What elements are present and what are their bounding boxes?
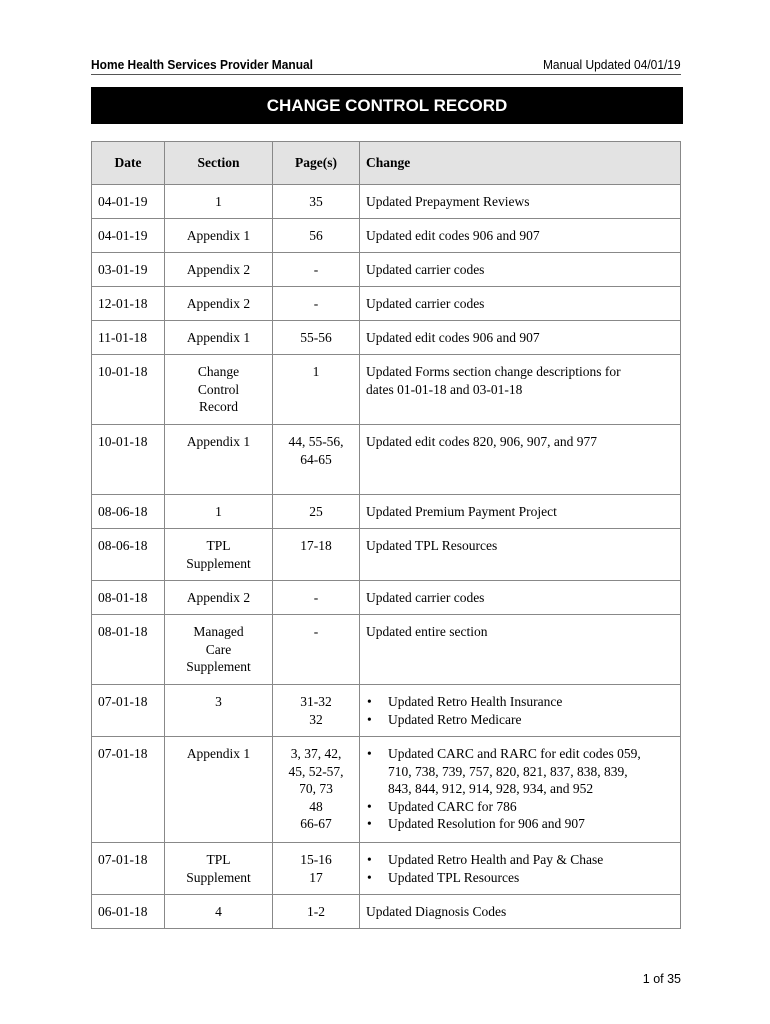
change-bullet-item (388, 711, 674, 729)
change-line: Updated Prepayment Reviews (366, 194, 530, 209)
pages-line: 1-2 (307, 904, 325, 919)
pages-line: 66-67 (300, 816, 332, 831)
table-row (92, 355, 681, 425)
cell-date: 04-01-19 (92, 219, 165, 253)
pages-line: - (313, 624, 319, 639)
cell-pages (273, 685, 360, 737)
cell-date: 08-01-18 (92, 581, 165, 615)
change-line: Updated Forms section change descriptions for (366, 364, 621, 379)
table-row (92, 843, 681, 895)
cell-section (165, 843, 273, 895)
cell-date: 10-01-18 (92, 355, 165, 425)
cell-section (165, 529, 273, 581)
cell-change (360, 321, 681, 355)
section-line: Care (205, 641, 232, 657)
section-line: Appendix 1 (186, 434, 251, 449)
table-row (92, 615, 681, 685)
cell-section (165, 495, 273, 529)
change-line: 710, 738, 739, 757, 820, 821, 837, 838, 839, (388, 763, 628, 779)
cell-change (360, 737, 681, 843)
table-row (92, 425, 681, 495)
change-control-table (91, 141, 681, 929)
change-line: 843, 844, 912, 914, 928, 934, and 952 (388, 781, 594, 796)
table-row (92, 737, 681, 843)
pages-line: 44, 55-56, (288, 434, 344, 449)
change-bullet-item (388, 745, 674, 798)
pages-line: 56 (309, 228, 323, 243)
cell-pages (273, 529, 360, 581)
page-number: 1 of 35 (642, 972, 681, 986)
cell-change (360, 529, 681, 581)
pages-line: 35 (309, 194, 323, 209)
pages-line: 45, 52-57, (288, 763, 344, 779)
cell-pages (273, 895, 360, 929)
table-row (92, 253, 681, 287)
cell-pages (273, 425, 360, 495)
pages-line: 1 (312, 364, 320, 379)
change-line: • Updated CARC for 786 (388, 798, 517, 814)
section-line: Appendix 2 (186, 262, 251, 277)
change-bullet-item (388, 815, 674, 833)
table-row (92, 287, 681, 321)
change-bullet-item (388, 869, 674, 887)
cell-change (360, 495, 681, 529)
column-header-pages: Page(s) (273, 142, 360, 185)
cell-section (165, 253, 273, 287)
pages-line: - (313, 262, 319, 277)
pages-line: 70, 73 (299, 781, 333, 796)
change-bullet-list (366, 745, 674, 833)
cell-change (360, 253, 681, 287)
change-line: Updated edit codes 906 and 907 (366, 228, 540, 243)
column-header-date: Date (92, 142, 165, 185)
cell-change (360, 185, 681, 219)
section-line: Managed (193, 624, 244, 639)
cell-change (360, 355, 681, 425)
section-line: Supplement (186, 555, 251, 571)
change-line: Updated edit codes 820, 906, 907, and 977 (366, 434, 597, 449)
pages-line: 17-18 (300, 538, 332, 553)
section-line: TPL (206, 538, 231, 553)
cell-date: 06-01-18 (92, 895, 165, 929)
change-bullet-item (388, 693, 674, 711)
cell-date: 08-01-18 (92, 615, 165, 685)
section-line: Appendix 1 (186, 228, 251, 243)
manual-title: Home Health Services Provider Manual (91, 57, 314, 72)
change-line: • Updated Retro Health Insurance (388, 694, 563, 709)
cell-pages (273, 355, 360, 425)
pages-line: - (313, 296, 319, 311)
change-line: Updated Premium Payment Project (366, 504, 557, 519)
section-line: 3 (215, 694, 222, 709)
cell-change (360, 581, 681, 615)
change-bullet-list (366, 851, 674, 886)
section-line: Appendix 1 (186, 746, 251, 761)
cell-section (165, 321, 273, 355)
section-line: Appendix 2 (186, 590, 251, 605)
cell-date: 07-01-18 (92, 685, 165, 737)
table-row (92, 321, 681, 355)
page-title: CHANGE CONTROL RECORD (91, 87, 683, 124)
change-line: Updated Diagnosis Codes (366, 904, 507, 919)
cell-date: 04-01-19 (92, 185, 165, 219)
cell-date: 11-01-18 (92, 321, 165, 355)
cell-change (360, 843, 681, 895)
cell-date: 07-01-18 (92, 843, 165, 895)
change-line: Updated TPL Resources (366, 538, 498, 553)
cell-section (165, 895, 273, 929)
cell-date: 08-06-18 (92, 495, 165, 529)
cell-section (165, 581, 273, 615)
cell-pages (273, 737, 360, 843)
section-line: 1 (215, 194, 222, 209)
cell-section (165, 737, 273, 843)
change-line: • Updated Resolution for 906 and 907 (388, 816, 585, 831)
cell-section (165, 287, 273, 321)
table-row (92, 581, 681, 615)
pages-line: 55-56 (300, 330, 332, 345)
pages-line: 31-32 (300, 694, 332, 709)
cell-date: 08-06-18 (92, 529, 165, 581)
cell-date: 10-01-18 (92, 425, 165, 495)
table-row (92, 685, 681, 737)
section-line: Supplement (186, 869, 251, 885)
cell-pages (273, 615, 360, 685)
table-row (92, 185, 681, 219)
change-line: Updated carrier codes (366, 262, 485, 277)
cell-change (360, 685, 681, 737)
change-line: • Updated CARC and RARC for edit codes 059, (388, 746, 641, 761)
cell-pages (273, 219, 360, 253)
section-line: Supplement (186, 659, 251, 674)
section-line: Appendix 2 (186, 296, 251, 311)
change-line: Updated entire section (366, 624, 488, 639)
section-line: 1 (215, 504, 222, 519)
change-line: Updated edit codes 906 and 907 (366, 330, 540, 345)
cell-section (165, 615, 273, 685)
pages-line: 48 (309, 798, 323, 814)
cell-section (165, 185, 273, 219)
pages-line: 3, 37, 42, (290, 746, 342, 761)
pages-line: 15-16 (300, 852, 332, 867)
pages-line: 32 (309, 711, 323, 727)
change-line: Updated carrier codes (366, 296, 485, 311)
pages-line: - (313, 590, 319, 605)
manual-updated-date: Manual Updated 04/01/19 (543, 57, 681, 72)
change-line: Updated carrier codes (366, 590, 485, 605)
cell-change (360, 895, 681, 929)
section-line: 4 (215, 904, 222, 919)
pages-line: 64-65 (300, 451, 332, 467)
cell-date: 12-01-18 (92, 287, 165, 321)
column-header-section: Section (165, 142, 273, 185)
running-header (91, 56, 681, 75)
table-row (92, 219, 681, 253)
column-header-change: Change (360, 142, 681, 185)
change-bullet-list (366, 693, 674, 728)
table-row (92, 495, 681, 529)
cell-pages (273, 495, 360, 529)
section-line: TPL (206, 852, 231, 867)
cell-section (165, 685, 273, 737)
cell-change (360, 425, 681, 495)
cell-date: 03-01-19 (92, 253, 165, 287)
section-line: Change (197, 364, 240, 379)
section-line: Appendix 1 (186, 330, 251, 345)
pages-line: 17 (309, 869, 323, 885)
section-line: Control (197, 381, 240, 397)
cell-change (360, 615, 681, 685)
change-line: • Updated TPL Resources (388, 869, 520, 885)
change-line: • Updated Retro Medicare (388, 711, 522, 727)
cell-pages (273, 253, 360, 287)
cell-pages (273, 185, 360, 219)
table-row (92, 895, 681, 929)
cell-section (165, 219, 273, 253)
cell-change (360, 219, 681, 253)
cell-pages (273, 287, 360, 321)
cell-section (165, 425, 273, 495)
change-line: dates 01-01-18 and 03-01-18 (366, 381, 523, 397)
cell-pages (273, 843, 360, 895)
change-bullet-item (388, 851, 674, 869)
cell-change (360, 287, 681, 321)
table-row (92, 529, 681, 581)
cell-date: 07-01-18 (92, 737, 165, 843)
table-header-row (92, 142, 681, 185)
cell-section (165, 355, 273, 425)
section-line: Record (199, 399, 238, 414)
change-line: • Updated Retro Health and Pay & Chase (388, 852, 604, 867)
pages-line: 25 (309, 504, 323, 519)
change-bullet-item (388, 798, 674, 816)
cell-pages (273, 321, 360, 355)
cell-pages (273, 581, 360, 615)
